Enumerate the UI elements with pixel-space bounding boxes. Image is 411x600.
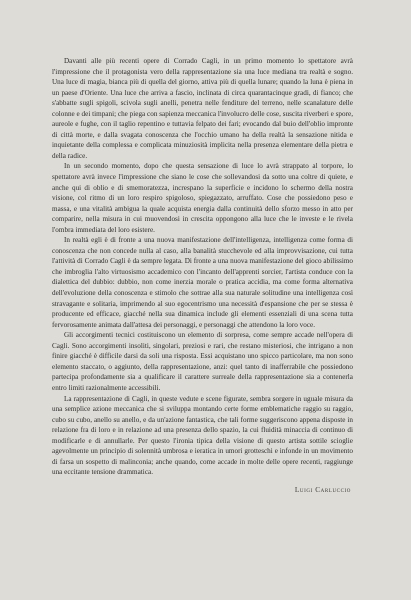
author-signature: Luigi Carluccio xyxy=(294,485,351,494)
text-column xyxy=(52,56,353,494)
paragraph-5: La rappresentazione di Cagli, in queste vedute e scene figurate, sembra sorgere in uguale misura da una semplice azione meccanica che si sviluppa montando certe forme emblematiche raggio su raggio, cubo su cubo, anello su anello, e da un'azione fantastica, che tali forme suggeriscono appena disposte in relazione fra di loro e in relazione ad una presenza dello spazio, la cui fluidità minaccia di continuo di modificarle e di annullarle. Per questo l'ironia tipica della visione di questo artista sottile scioglie agevolmente un principio di solennità umbrosa e ieratica in umori grotteschi e infonde in un movimento di farsa un sospetto di malinconia; anche quando, come accade in molte delle opere recenti, raggiunge una eccitante tensione drammatica. xyxy=(52,394,353,477)
paragraph-2: In un secondo momento, dopo che questa sensazione di luce lo avrà strappato al torpore, lo spettatore avrà invece l'impressione che siano le cose che sollevandosi da sotto una coltre di quiete, e anche qui di oblio e di smemoratezza, increspano la superficie e incidono lo schermo della nostra visione, col ritmo di un loro respiro spigoloso, spiegazzato, arruffato. Cose che possiedono peso e massa, e una vitalità ambigua la quale acquista energia dalla continuità dello sforzo messo in atto per comparire, nella misura in cui muovendosi in crescita oppongono alla luce che le investe e le rivela l'ombra immediata del loro esistere. xyxy=(52,162,353,234)
paragraph-1: Davanti alle più recenti opere di Corrado Cagli, in un primo momento lo spettatore avrà l'impressione che il protagonista vero della rappresentazione sia una luce mediana tra realtà e sogno. Una luce di magia, bianca più di quella del giorno, attiva più di quella lunare; quando la luna è piena in un paese d'Oriente. Una luce che arriva a fascio, inclinata di circa quarantacinque gradi, di fianco; che s'abbatte sugli spigoli, scivola sugli anelli, penetra nelle fenditure del terreno, nelle scanalature delle colonne e dei timpani; che piega con sapienza meccanica l'involucro delle cose, suscita riverberi e spore, aureole e fughe, con il taglio repentino e tuttavia felpato dei fari; evocando dal buio dell'oblio impronte di città morte, e dalla svagata conoscenza che l'occhio umano ha della realtà la sensazione nitida e inquietante della complessa e complicata minuziosità implicita nella presenza elementare della pietra e della radice. xyxy=(52,57,354,160)
paragraph-4: Gli accorgimenti tecnici costituiscono un elemento di sorpresa, come sempre accade nell'opera di Cagli. Sono accorgimenti insoliti, singolari, preziosi e rari, che restano misteriosi, che intrigano a non finire giacché è difficile darsi da soli una risposta. Essi acquistano uno spicco particolare, ma non sono elemento staccato, o aggiunto, della rappresentazione, anzi: quel tanto di inafferrabile che possiedono partecipa profondamente sia a qualificare il carattere surreale della rappresentazione sia a contenerla entro limiti razionalmente accessibili. xyxy=(52,331,353,392)
paragraph-3: In realtà egli è di fronte a una nuova manifestazione dell'intelligenza, intelligenza come forma di conoscenza che non concede nulla al caso, alla banalità stucchevole ed alla improvvisazione, cui tutta l'attività di Corrado Cagli è da sempre legata. Di fronte a una nuova manifestazione del gioco abilissimo che imbroglia l'alto virtuosismo accademico con l'incanto dell'apprenti sorcier, l'artista conduce con la dialettica del dubbio: dubbio, non come inerzia morale o pratica accidia, ma come forma alternativa dell'evoluzione della conoscenza e stimolo che sottrae alla sua naturale solitudine una intelligenza così stravagante e solitaria, imprimendo al suo egocentrismo una necessità d'espansione che per se stessa è producente ed efficace, giacché nella sua dinamica include gli elementi essenziali di una scena tutta fervorosamente animata dall'attesa dei personaggi, e personaggi che attendono la loro voce. xyxy=(52,236,353,329)
